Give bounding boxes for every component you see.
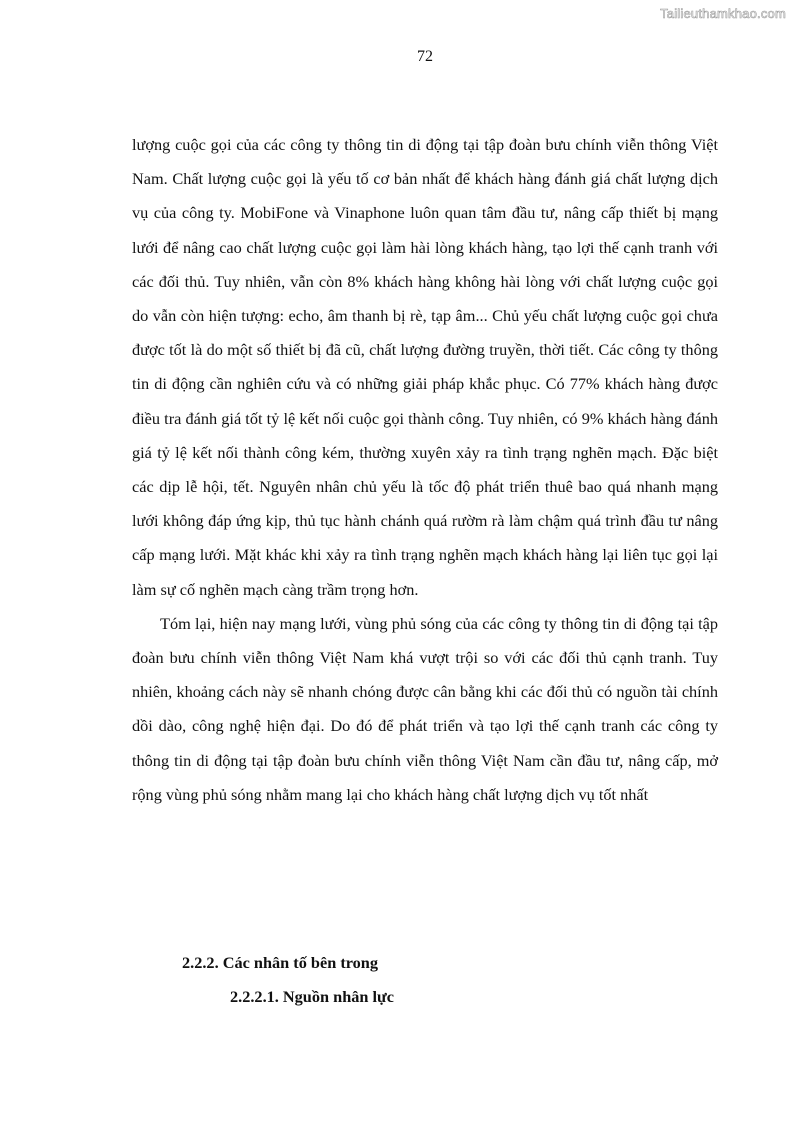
paragraph-2: Tóm lại, hiện nay mạng lưới, vùng phủ sóng của các công ty thông tin di động tại tập đoàn bưu chính viễn thông Việt Nam khá vượt trội so với các đối thủ cạnh tranh. Tuy nhiên, khoảng cách này sẽ nhanh chóng được cân bằng khi các đối thủ có nguồn tài chính dồi dào, công nghệ hiện đại. Do đó để phát triển và tạo lợi thế cạnh tranh các công ty thông tin di động tại tập đoàn bưu chính viễn thông Việt Nam cần đầu tư, nâng cấp, mở rộng vùng phủ sóng nhằm mang lại cho khách hàng chất lượng dịch vụ tốt nhất [132, 613, 718, 804]
paragraph-1: lượng cuộc gọi của các công ty thông tin di động tại tập đoàn bưu chính viễn thông Việt Nam. Chất lượng cuộc gọi là yếu tố cơ bản nhất để khách hàng đánh giá chất lượng dịch vụ của công ty. MobiFone và Vinaphone luôn quan tâm đầu tư, nâng cấp thiết bị mạng lưới để nâng cao chất lượng cuộc gọi làm hài lòng khách hàng, tạo lợi thế cạnh tranh với các đối thủ. Tuy nhiên, vẫn còn 8% khách hàng không hài lòng với chất lượng cuộc gọi do vẫn còn hiện tượng: echo, âm thanh bị rè, tạp âm... Chủ yếu chất lượng cuộc gọi chưa được tốt là do một số thiết bị đã cũ, chất lượng đường truyền, thời tiết. Các công ty thông tin di động cần nghiên cứu và có những giải pháp khắc phục. Có 77% khách hàng được điều tra đánh giá tốt tỷ lệ kết nối cuộc gọi thành công. Tuy nhiên, có 9% khách hàng đánh giá tỷ lệ kết nối thành công kém, thường xuyên xảy ra tình trạng nghẽn mạch. Đặc biệt các dịp lễ hội, tết. Nguyên nhân chủ yếu là tốc độ phát triển thuê bao quá nhanh mạng lưới không đáp ứng kịp, thủ tục hành chánh quá rườm rà làm chậm quá trình đầu tư nâng cấp mạng lưới. Mặt khác khi xảy ra tình trạng nghẽn mạch khách hàng lại liên tục gọi lại làm sự cố nghẽn mạch càng trầm trọng hơn. [132, 135, 718, 599]
watermark: Tailieuthamkhao.com [660, 6, 786, 21]
section-heading: 2.2.2. Các nhân tố bên trong [182, 953, 379, 972]
subsection-heading: 2.2.2.1. Nguồn nhân lực [230, 987, 395, 1006]
page-number: 72 [417, 48, 433, 65]
body-text [132, 128, 718, 812]
